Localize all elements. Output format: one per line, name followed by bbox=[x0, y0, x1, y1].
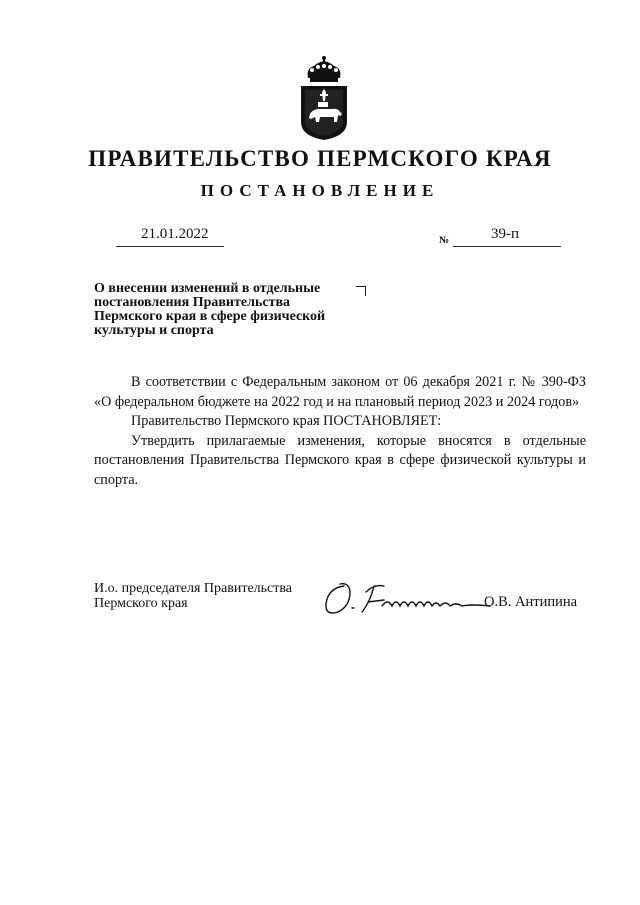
coat-of-arms-icon bbox=[296, 56, 352, 142]
subject-line: постановления Правительства bbox=[94, 295, 290, 310]
body-paragraph: Утвердить прилагаемые изменения, которые вносятся в отдельные постановления Правительства Пермского края в сфере физической культуры и спорта. bbox=[94, 432, 586, 488]
handwritten-signature bbox=[322, 578, 492, 618]
document-subject bbox=[94, 282, 364, 338]
document-body bbox=[94, 373, 586, 491]
date-underline bbox=[116, 246, 224, 247]
number-underline bbox=[453, 246, 561, 247]
signatory-position bbox=[94, 581, 292, 611]
subject-line: культуры и спорта bbox=[94, 323, 214, 338]
signatory-name: О.В. Антипина bbox=[484, 594, 578, 610]
document-type: ПОСТАНОВЛЕНИЕ bbox=[200, 181, 440, 200]
subject-line: О внесении изменений в отдельные bbox=[94, 281, 321, 296]
government-title: ПРАВИТЕЛЬСТВО ПЕРМСКОГО КРАЯ bbox=[88, 146, 552, 171]
position-line: И.о. председателя Правительства bbox=[94, 581, 293, 596]
position-line: Пермского края bbox=[94, 596, 188, 611]
body-paragraph: В соответствии с Федеральным законом от 06 декабря 2021 г. № 390-ФЗ «О федеральном бюджете на 2022 год и на плановый период 2023 и 2024 годов» bbox=[94, 374, 586, 410]
corner-bracket-icon bbox=[356, 286, 366, 296]
body-paragraph: Правительство Пермского края ПОСТАНОВЛЯЕТ: bbox=[131, 413, 442, 430]
document-number: 39-п bbox=[491, 226, 520, 242]
subject-line: Пермского края в сфере физической bbox=[94, 309, 326, 324]
number-sign: № bbox=[439, 235, 450, 246]
document-date: 21.01.2022 bbox=[141, 226, 209, 242]
